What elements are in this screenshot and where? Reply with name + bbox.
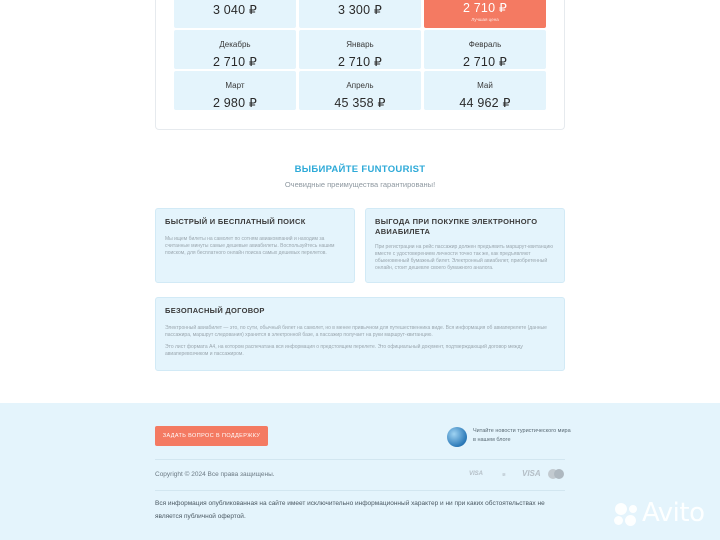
price-calendar — [155, 0, 565, 130]
watermark-text: Avito — [642, 498, 705, 528]
price-value: 2 710 ₽ — [337, 55, 383, 69]
payment-methods — [469, 467, 565, 481]
feature-title: БЕЗОПАСНЫЙ ДОГОВОР — [165, 306, 265, 315]
price-value: 2 710 ₽ — [462, 1, 508, 15]
price-value: 3 300 ₽ — [337, 3, 383, 17]
feature-text: Электронный авиабилет — это, по сути, обычный билет на самолет, но в менее привычном для путешественника виде. Вся информация об авиаперелете (данные пассажира, маршрут следования) хранится в электронной базе, а пассажир получает на руки маршрут-квитанцию. — [165, 325, 547, 338]
price-cell[interactable] — [424, 30, 546, 69]
support-question-button[interactable]: ЗАДАТЬ ВОПРОС В ПОДДЕРЖКУ — [155, 426, 268, 446]
feature-title: ВЫГОДА ПРИ ПОКУПКЕ ЭЛЕКТРОННОГО АВИАБИЛЕТА — [375, 217, 538, 236]
feature-card-eticket — [365, 208, 565, 283]
footer-divider — [155, 490, 565, 491]
footer-divider — [155, 459, 565, 460]
visa-electron-logo: VISA — [469, 471, 484, 477]
feature-card-contract — [155, 297, 565, 371]
price-value: 2 710 ₽ — [212, 55, 258, 69]
price-cell[interactable] — [299, 30, 421, 69]
avito-watermark — [612, 497, 712, 531]
blog-link-text: Читайте новости туристического мира в нашем блоге — [473, 428, 571, 443]
blog-link[interactable] — [447, 425, 571, 451]
month-label: Январь — [346, 40, 374, 49]
price-value: 3 040 ₽ — [212, 3, 258, 17]
paypass-logo: ≋ — [502, 472, 507, 477]
price-cell[interactable] — [174, 71, 296, 110]
feature-text: При регистрации на рейс пассажир должен предъявить маршрут-квитанцию вместе с удостоверением личности точно так же, как предъявляют обыкновенный бумажный билет. Электронный авиабилет, приобретенный онлайн, стоит дешевле своего бумажного аналога. — [375, 244, 554, 271]
price-cell[interactable] — [174, 0, 296, 28]
month-label: Май — [477, 81, 493, 90]
advantages-subtitle: Очевидные преимущества гарантированы! — [284, 180, 436, 189]
month-label: Декабрь — [219, 40, 251, 49]
disclaimer-text: Вся информация опубликованная на сайте имеет исключительно информационный характер и ни при каких обстоятельствах не является публичной офертой. — [155, 500, 545, 520]
price-value: 2 980 ₽ — [212, 96, 258, 110]
feature-text: Это лист формата А4, на котором распечатана вся информация о предстоящем перелете. Это официальный документ, подтверждающий договор между авиаперевозчиком и пассажиром. — [165, 344, 523, 357]
feature-title: БЫСТРЫЙ И БЕСПЛАТНЫЙ ПОИСК — [165, 217, 306, 226]
price-value: 2 710 ₽ — [462, 55, 508, 69]
price-value: 45 358 ₽ — [334, 96, 386, 110]
price-cell[interactable] — [299, 0, 421, 28]
month-label: Апрель — [346, 81, 374, 90]
advantages-title: ВЫБИРАЙТЕ FUNTOURIST — [294, 164, 426, 175]
best-price-note: Лучшая цена — [471, 17, 499, 22]
month-label: Март — [225, 81, 245, 90]
price-value: 44 962 ₽ — [459, 96, 511, 110]
copyright-text: Copyright © 2024 Все права защищены. — [155, 471, 275, 478]
month-label: Февраль — [468, 40, 502, 49]
feature-text: Мы ищем билеты на самолет по сотням авиакомпаний и находим за считанные минуты самые дешевые авиабилеты. Воспользуйтесь нашим поиском, для бесплатного онлайн поиска самых дешевых перелетов. — [165, 236, 335, 256]
avito-logo-icon — [612, 501, 640, 529]
price-cell[interactable] — [299, 71, 421, 110]
feature-card-search — [155, 208, 355, 283]
visa-logo: VISA — [522, 469, 541, 478]
price-cell-best[interactable] — [424, 0, 546, 28]
price-cell[interactable] — [174, 30, 296, 69]
mastercard-logo — [548, 469, 564, 479]
globe-icon — [447, 427, 467, 447]
price-cell[interactable] — [424, 71, 546, 110]
